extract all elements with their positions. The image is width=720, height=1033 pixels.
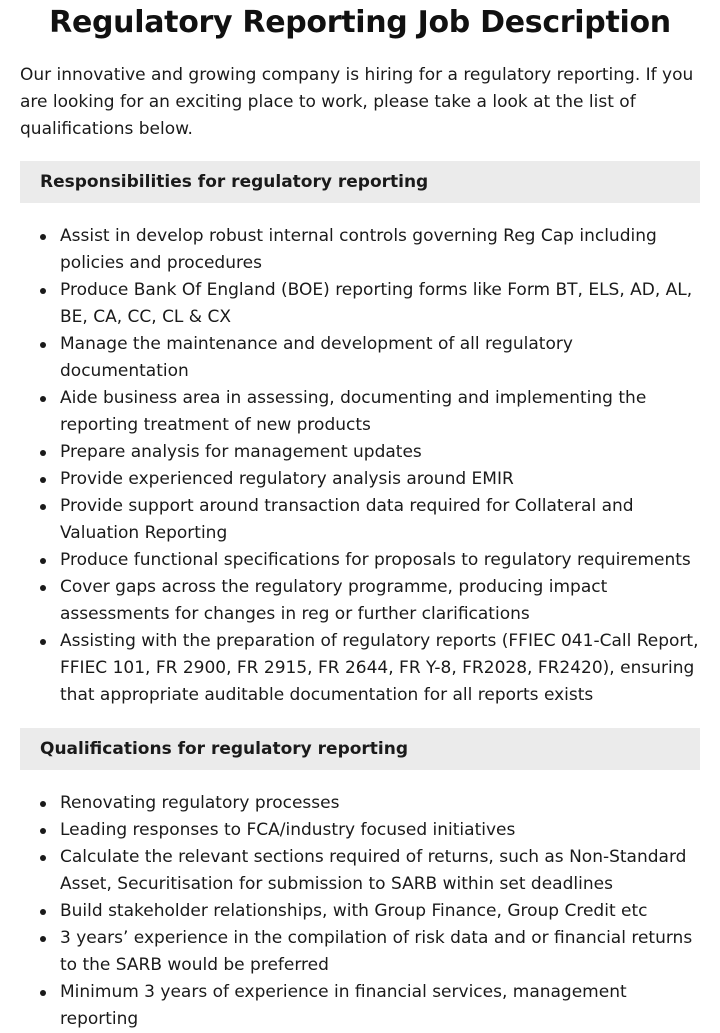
list-item-text: Aide business area in assessing, documenting and implementing the reporting treatment of new products [60,388,647,435]
list-item [20,439,700,466]
list-item-text: Calculate the relevant sections required of returns, such as Non-Standard Asset, Securitisation for submission to SARB within set deadlines [60,847,687,894]
bullet-icon [40,342,46,348]
bullet-icon [40,396,46,402]
bullet-icon [40,234,46,240]
bullet-icon [40,504,46,510]
list-item [20,547,700,574]
list-item [20,817,700,844]
bullet-icon [40,288,46,294]
list-item [20,331,700,385]
list-item-text: Assisting with the preparation of regulatory reports (FFIEC 041-Call Report, FFIEC 101, FR 2900, FR 2915, FR 2644, FR Y-8, FR2028, FR2420), ensuring that appropriate auditable documentation for all reports exists [60,631,699,705]
list-item-text: Produce Bank Of England (BOE) reporting forms like Form BT, ELS, AD, AL, BE, CA, CC, CL & CX [60,280,693,327]
list-item-text: Manage the maintenance and development of all regulatory documentation [60,334,573,381]
qualifications-list [20,790,700,1033]
list-item-text: Provide support around transaction data required for Collateral and Valuation Reporting [60,496,634,543]
bullet-icon [40,585,46,591]
list-item [20,628,700,709]
bullet-icon [40,477,46,483]
list-item [20,979,700,1033]
list-item-text: 3 years’ experience in the compilation of risk data and or financial returns to the SARB would be preferred [60,928,693,975]
list-item-text: Minimum 3 years of experience in financial services, management reporting [60,982,627,1029]
list-item [20,277,700,331]
bullet-icon [40,801,46,807]
list-item-text: Provide experienced regulatory analysis around EMIR [60,469,514,489]
list-item-text: Leading responses to FCA/industry focused initiatives [60,820,516,840]
list-item-text: Build stakeholder relationships, with Group Finance, Group Credit etc [60,901,648,921]
list-item [20,385,700,439]
list-item [20,925,700,979]
bullet-icon [40,639,46,645]
bullet-icon [40,990,46,996]
qualifications-heading: Qualifications for regulatory reporting [20,728,700,770]
responsibilities-list [20,223,700,709]
list-item [20,574,700,628]
page-title: Regulatory Reporting Job Description [49,5,671,40]
responsibilities-heading: Responsibilities for regulatory reporting [20,161,700,203]
list-item-text: Cover gaps across the regulatory programme, producing impact assessments for changes in reg or further clarifications [60,577,608,624]
list-item-text: Assist in develop robust internal controls governing Reg Cap including policies and procedures [60,226,657,273]
intro-paragraph: Our innovative and growing company is hiring for a regulatory reporting. If you are looking for an exciting place to work, please take a look at the list of qualifications below. [20,65,694,139]
bullet-icon [40,558,46,564]
bullet-icon [40,909,46,915]
list-item [20,844,700,898]
bullet-icon [40,936,46,942]
list-item-text: Prepare analysis for management updates [60,442,422,462]
list-item [20,898,700,925]
list-item [20,223,700,277]
list-item [20,493,700,547]
list-item [20,466,700,493]
bullet-icon [40,855,46,861]
bullet-icon [40,828,46,834]
list-item [20,790,700,817]
list-item-text: Renovating regulatory processes [60,793,340,813]
bullet-icon [40,450,46,456]
list-item-text: Produce functional specifications for proposals to regulatory requirements [60,550,691,570]
